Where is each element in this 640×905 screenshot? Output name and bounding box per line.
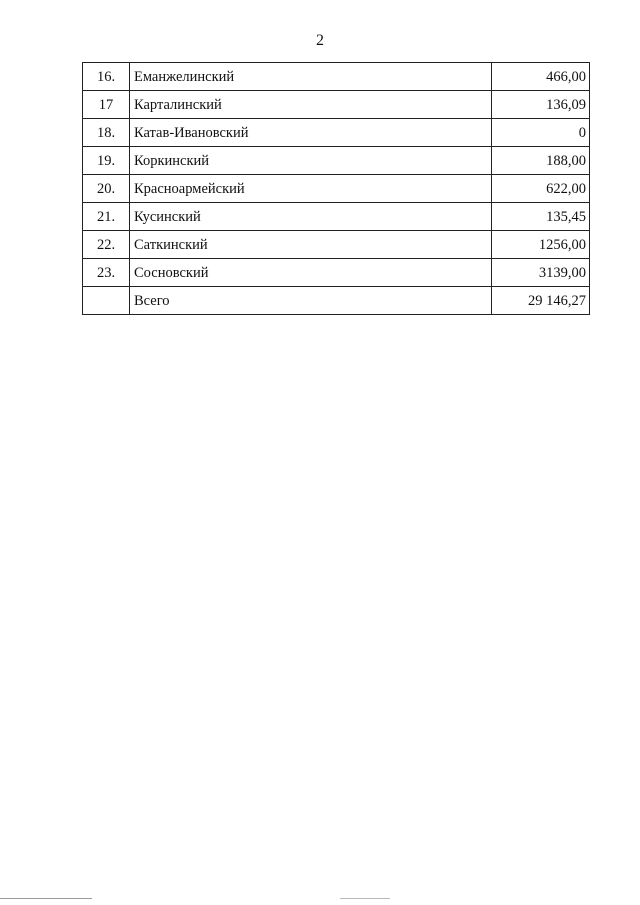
total-label: Всего [130, 287, 492, 315]
amount-value: 188,00 [492, 147, 590, 175]
district-table [82, 62, 590, 315]
amount-value: 136,09 [492, 91, 590, 119]
table-row [83, 175, 590, 203]
row-number: 20. [83, 175, 130, 203]
amount-value: 135,45 [492, 203, 590, 231]
district-name: Катав-Ивановский [130, 119, 492, 147]
page-number: 2 [316, 32, 324, 49]
total-number-cell [83, 287, 130, 315]
table-row [83, 63, 590, 91]
total-value: 29 146,27 [492, 287, 590, 315]
district-name: Сосновский [130, 259, 492, 287]
row-number: 19. [83, 147, 130, 175]
district-name: Коркинский [130, 147, 492, 175]
table-row [83, 91, 590, 119]
total-row [83, 287, 590, 315]
amount-value: 466,00 [492, 63, 590, 91]
row-number: 16. [83, 63, 130, 91]
table-row [83, 119, 590, 147]
row-number: 18. [83, 119, 130, 147]
row-number: 23. [83, 259, 130, 287]
district-name: Кусинский [130, 203, 492, 231]
row-number: 22. [83, 231, 130, 259]
table-row [83, 231, 590, 259]
amount-value: 622,00 [492, 175, 590, 203]
district-name: Еманжелинский [130, 63, 492, 91]
amount-value: 1256,00 [492, 231, 590, 259]
amount-value: 0 [492, 119, 590, 147]
district-name: Карталинский [130, 91, 492, 119]
amount-value: 3139,00 [492, 259, 590, 287]
table-row [83, 203, 590, 231]
district-name: Саткинский [130, 231, 492, 259]
table-row [83, 147, 590, 175]
district-name: Красноармейский [130, 175, 492, 203]
scan-artifact-line [340, 898, 390, 899]
scan-artifact-line [0, 898, 92, 899]
row-number: 17 [83, 91, 130, 119]
table-row [83, 259, 590, 287]
row-number: 21. [83, 203, 130, 231]
